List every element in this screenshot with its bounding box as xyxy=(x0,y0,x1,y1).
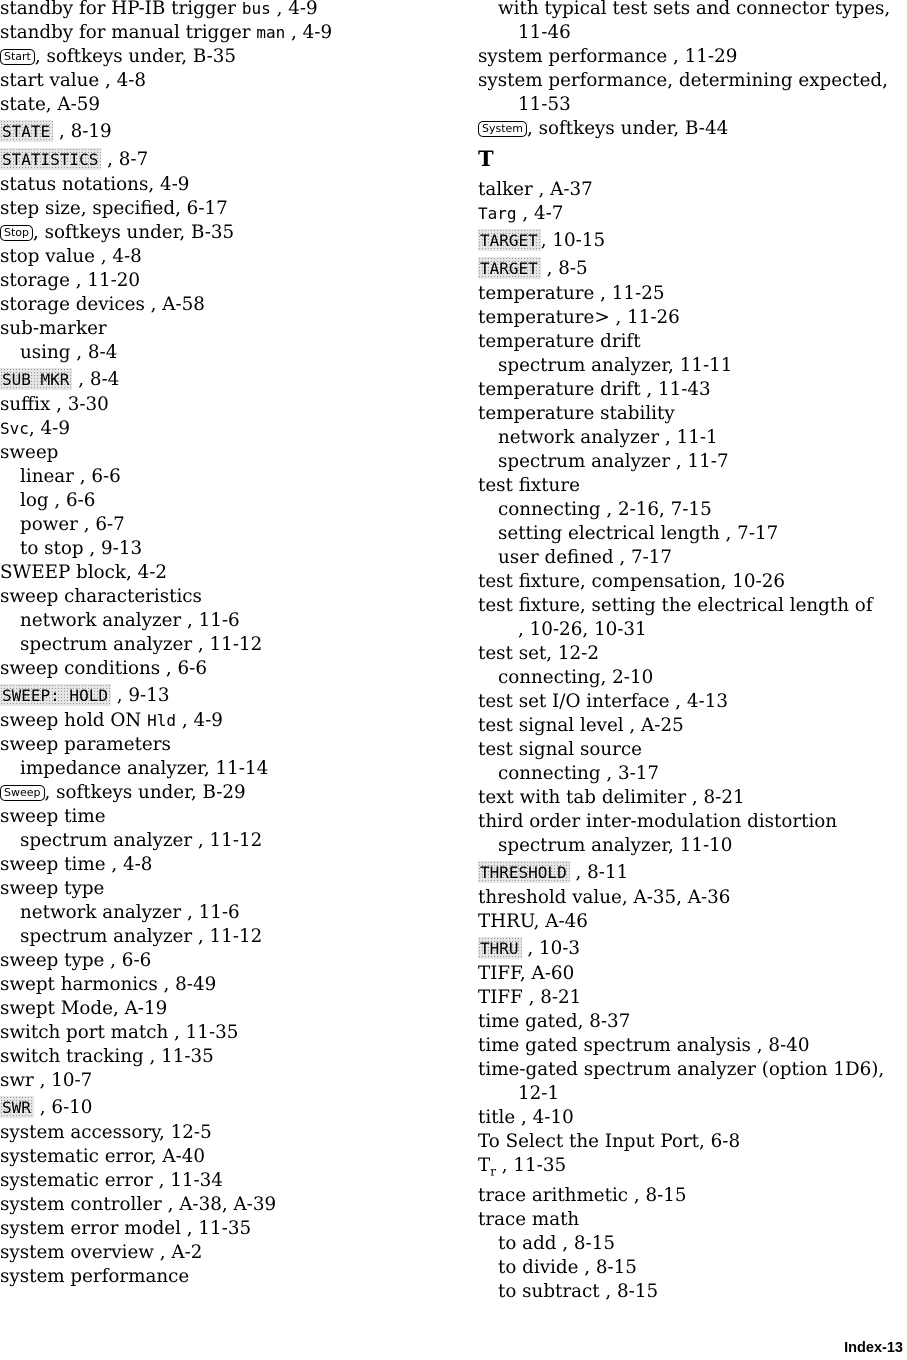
entry-text: sweep characteristics xyxy=(0,586,202,607)
entry-text: linear , 6-6 xyxy=(20,466,121,487)
index-entry xyxy=(478,1154,903,1184)
index-entry xyxy=(478,1082,903,1106)
index-entry xyxy=(0,21,460,45)
entry-text: switch port match , 11-35 xyxy=(0,1022,239,1043)
entry-text: , 6-10 xyxy=(33,1097,93,1118)
entry-text: system performance xyxy=(0,1266,190,1287)
index-entry xyxy=(478,1208,903,1232)
index-entry xyxy=(0,997,460,1021)
entry-text: , 8-7 xyxy=(101,149,149,170)
entry-text: user defined , 7-17 xyxy=(498,547,673,568)
entry-text: system overview , A-2 xyxy=(0,1242,203,1263)
entry-text: To Select the Input Port, 6-8 xyxy=(478,1131,741,1152)
index-entry xyxy=(0,145,460,173)
hardkey-label: System xyxy=(478,121,527,137)
softkey-label: TARGET xyxy=(478,257,541,279)
index-entry xyxy=(0,561,460,585)
index-entry xyxy=(478,642,903,666)
index-entry xyxy=(0,949,460,973)
index-entry xyxy=(478,306,903,330)
entry-text: connecting, 2-10 xyxy=(498,667,654,688)
entry-text: power , 6-7 xyxy=(20,514,125,535)
index-entry xyxy=(478,45,903,69)
index-entry xyxy=(0,489,460,513)
entry-text: sub-marker xyxy=(0,318,107,339)
entry-text: sweep hold ON xyxy=(0,710,148,731)
entry-text: temperature drift xyxy=(478,331,641,352)
index-entry xyxy=(0,465,460,489)
index-entry xyxy=(0,1093,460,1121)
entry-text: swept harmonics , 8-49 xyxy=(0,974,217,995)
index-entry xyxy=(478,202,903,226)
screen-text: Targ xyxy=(478,204,517,223)
index-entry xyxy=(478,178,903,202)
entry-text: standby for HP-IB trigger xyxy=(0,0,242,19)
index-entry xyxy=(0,805,460,829)
index-entry xyxy=(0,681,460,709)
entry-text: time gated spectrum analysis , 8-40 xyxy=(478,1035,810,1056)
index-entry xyxy=(478,986,903,1010)
entry-text: , 4-7 xyxy=(516,203,564,224)
index-entry xyxy=(478,618,903,642)
index-entry xyxy=(0,973,460,997)
index-entry xyxy=(0,1045,460,1069)
index-entry xyxy=(478,354,903,378)
index-entry xyxy=(478,934,903,962)
entry-text: threshold value, A-35, A-36 xyxy=(478,887,731,908)
screen-text: bus xyxy=(241,0,271,18)
index-entry xyxy=(478,594,903,618)
entry-text: , 8-11 xyxy=(569,862,629,883)
index-entry xyxy=(0,1021,460,1045)
softkey-label: TARGET xyxy=(478,229,541,251)
index-entry xyxy=(478,378,903,402)
entry-text: , 8-4 xyxy=(72,369,120,390)
index-entry xyxy=(478,69,903,93)
index-entry xyxy=(0,393,460,417)
entry-text: sweep conditions , 6-6 xyxy=(0,658,207,679)
entry-text: text with tab delimiter , 8-21 xyxy=(478,787,745,808)
index-entry xyxy=(0,441,460,465)
entry-text: temperature> , 11-26 xyxy=(478,307,680,328)
index-entry xyxy=(478,738,903,762)
index-entry xyxy=(478,330,903,354)
index-entry xyxy=(478,546,903,570)
index-entry xyxy=(478,810,903,834)
index-entry xyxy=(478,426,903,450)
index-entry xyxy=(478,666,903,690)
index-entry xyxy=(478,1280,903,1304)
entry-text: , 8-19 xyxy=(53,121,112,142)
entry-text: , softkeys under, B-35 xyxy=(33,222,235,243)
entry-text: , 9-13 xyxy=(110,685,170,706)
entry-text: 11-53 xyxy=(518,94,571,115)
index-entry xyxy=(478,402,903,426)
entry-text: to stop , 9-13 xyxy=(20,538,143,559)
index-entry xyxy=(478,1106,903,1130)
entry-text: system error model , 11-35 xyxy=(0,1218,252,1239)
entry-text: swept Mode, A-19 xyxy=(0,998,168,1019)
entry-text: sweep parameters xyxy=(0,734,171,755)
entry-text: setting electrical length , 7-17 xyxy=(498,523,779,544)
index-entry xyxy=(478,498,903,522)
index-entry xyxy=(0,733,460,757)
hardkey-label: Sweep xyxy=(0,785,45,801)
index-entry xyxy=(0,1145,460,1169)
index-entry xyxy=(0,293,460,317)
index-entry xyxy=(478,910,903,934)
screen-text: Svc xyxy=(0,419,29,438)
index-entry xyxy=(478,1184,903,1208)
softkey-label: STATE xyxy=(0,120,53,142)
index-entry xyxy=(478,93,903,117)
entry-text: to divide , 8-15 xyxy=(498,1256,637,1278)
entry-text: , 4-9 xyxy=(270,0,318,19)
index-entry xyxy=(478,1058,903,1082)
index-entry xyxy=(0,221,460,245)
index-entry xyxy=(0,317,460,341)
index-entry xyxy=(0,877,460,901)
entry-text: temperature drift , 11-43 xyxy=(478,379,711,400)
entry-text: switch tracking , 11-35 xyxy=(0,1046,214,1067)
index-entry xyxy=(0,0,460,21)
entry-text: test set, 12-2 xyxy=(478,643,599,664)
hardkey-label: Start xyxy=(0,49,35,65)
entry-text: system performance , 11-29 xyxy=(478,46,738,67)
index-entry xyxy=(478,762,903,786)
entry-text: , 10-3 xyxy=(521,938,581,959)
entry-text: spectrum analyzer , 11-12 xyxy=(20,830,263,851)
entry-text: , 8-5 xyxy=(540,258,588,279)
entry-text: TIFF, A-60 xyxy=(478,963,575,984)
entry-text: test signal source xyxy=(478,739,642,760)
index-entry xyxy=(478,1034,903,1058)
entry-text: TIFF , 8-21 xyxy=(478,987,582,1008)
entry-text: sweep time xyxy=(0,806,106,827)
entry-text: 12-1 xyxy=(518,1083,560,1104)
entry-text: start value , 4-8 xyxy=(0,70,147,91)
index-entry xyxy=(0,513,460,537)
entry-text: test fixture, compensation, 10-26 xyxy=(478,571,785,592)
entry-text: , 10-15 xyxy=(540,230,606,251)
index-entry xyxy=(0,341,460,365)
subscript-text: r xyxy=(490,1164,496,1179)
index-entry xyxy=(478,714,903,738)
index-entry xyxy=(0,757,460,781)
softkey-label: SWR xyxy=(0,1096,34,1118)
entry-text: to add , 8-15 xyxy=(498,1232,615,1254)
entry-text: 11-46 xyxy=(518,22,571,43)
index-entry xyxy=(0,269,460,293)
entry-text: system performance, determining expected, xyxy=(478,70,888,91)
softkey-label: SWEEP: HOLD xyxy=(0,684,111,706)
index-entry xyxy=(478,522,903,546)
softkey-label: THRESHOLD xyxy=(478,861,570,883)
index-entry xyxy=(478,1010,903,1034)
entry-text: storage devices , A-58 xyxy=(0,294,205,315)
index-entry xyxy=(0,93,460,117)
entry-text: , 4-9 xyxy=(28,418,70,439)
entry-text: swr , 10-7 xyxy=(0,1070,93,1091)
entry-text: network analyzer , 11-1 xyxy=(498,427,718,448)
index-entry xyxy=(0,537,460,561)
entry-text: T xyxy=(478,1155,491,1176)
page-number: Index-13 xyxy=(844,1340,903,1356)
index-entry xyxy=(478,690,903,714)
entry-text: time-gated spectrum analyzer (option 1D6), xyxy=(478,1059,885,1080)
index-entry xyxy=(478,254,903,282)
index-column-right xyxy=(478,0,903,1304)
entry-text: system controller , A-38, A-39 xyxy=(0,1194,277,1215)
index-entry xyxy=(0,45,460,69)
index-entry xyxy=(478,21,903,45)
entry-text: , 4-9 xyxy=(285,22,333,43)
entry-text: sweep type , 6-6 xyxy=(0,950,152,971)
entry-text: title , 4-10 xyxy=(478,1107,574,1128)
index-entry xyxy=(0,245,460,269)
entry-text: sweep time , 4-8 xyxy=(0,854,153,875)
index-entry xyxy=(478,1256,903,1280)
entry-text: SWEEP block, 4-2 xyxy=(0,562,168,583)
index-entry xyxy=(0,69,460,93)
entry-text: third order inter-modulation distortion xyxy=(478,811,838,832)
index-column-left xyxy=(0,0,460,1289)
entry-text: spectrum analyzer, 11-10 xyxy=(498,835,733,856)
entry-text: using , 8-4 xyxy=(20,342,118,363)
hardkey-label: Stop xyxy=(0,225,33,241)
index-entry xyxy=(478,450,903,474)
index-entry xyxy=(478,474,903,498)
index-entry xyxy=(478,1130,903,1154)
index-entry xyxy=(0,197,460,221)
softkey-label: SUB MKR xyxy=(0,368,72,390)
entry-text: trace math xyxy=(478,1208,580,1230)
index-entry xyxy=(0,781,460,805)
index-entry xyxy=(0,417,460,441)
entry-text: time gated, 8-37 xyxy=(478,1011,631,1032)
index-entry xyxy=(0,657,460,681)
entry-text: systematic error , 11-34 xyxy=(0,1170,223,1191)
index-entry xyxy=(0,901,460,925)
index-entry xyxy=(0,829,460,853)
index-entry xyxy=(0,633,460,657)
index-entry xyxy=(0,117,460,145)
index-entry xyxy=(0,609,460,633)
entry-text: suffix , 3-30 xyxy=(0,394,109,415)
entry-text: sweep xyxy=(0,442,59,463)
entry-text: test signal level , A-25 xyxy=(478,715,684,736)
entry-text: standby for manual trigger xyxy=(0,22,257,43)
entry-text: status notations, 4-9 xyxy=(0,174,190,195)
index-entry xyxy=(0,585,460,609)
index-entry xyxy=(0,1069,460,1093)
entry-text: systematic error, A-40 xyxy=(0,1146,206,1167)
entry-text: spectrum analyzer, 11-11 xyxy=(498,355,733,376)
entry-text: network analyzer , 11-6 xyxy=(20,610,240,631)
index-entry xyxy=(478,886,903,910)
index-entry xyxy=(0,853,460,877)
index-section-heading xyxy=(478,141,903,178)
entry-text: with typical test sets and connector types, xyxy=(498,0,891,19)
index-entry xyxy=(0,709,460,733)
index-entry xyxy=(478,786,903,810)
index-entry xyxy=(0,1217,460,1241)
entry-text: impedance analyzer, 11-14 xyxy=(20,758,269,779)
entry-text: to subtract , 8-15 xyxy=(498,1280,659,1302)
entry-text: trace arithmetic , 8-15 xyxy=(478,1184,687,1206)
entry-text: spectrum analyzer , 11-12 xyxy=(20,926,263,947)
entry-text: temperature , 11-25 xyxy=(478,283,665,304)
entry-text: , 11-35 xyxy=(495,1155,567,1176)
entry-text: spectrum analyzer , 11-7 xyxy=(498,451,729,472)
index-entry xyxy=(0,1169,460,1193)
entry-text: log , 6-6 xyxy=(20,490,96,511)
entry-text: network analyzer , 11-6 xyxy=(20,902,240,923)
screen-text: Hld xyxy=(147,711,177,730)
index-entry xyxy=(478,117,903,141)
entry-text: stop value , 4-8 xyxy=(0,246,142,267)
index-entry xyxy=(0,173,460,197)
entry-text: , 10-26, 10-31 xyxy=(518,619,647,640)
index-entry xyxy=(478,570,903,594)
entry-text: state, A-59 xyxy=(0,94,101,115)
entry-text: talker , A-37 xyxy=(478,179,593,200)
index-entry xyxy=(478,0,903,21)
softkey-label: STATISTICS xyxy=(0,148,101,170)
entry-text: system accessory, 12-5 xyxy=(0,1122,212,1143)
entry-text: test fixture xyxy=(478,475,580,496)
entry-text: storage , 11-20 xyxy=(0,270,141,291)
entry-text: temperature stability xyxy=(478,403,675,424)
entry-text: sweep type xyxy=(0,878,105,899)
entry-text: , softkeys under, B-29 xyxy=(44,782,246,803)
entry-text: , softkeys under, B-35 xyxy=(34,46,237,67)
entry-text: connecting , 3-17 xyxy=(498,763,660,784)
index-entry xyxy=(478,1232,903,1256)
entry-text: step size, specified, 6-17 xyxy=(0,198,228,219)
heading-text: T xyxy=(478,146,494,171)
softkey-label: THRU xyxy=(478,937,522,959)
index-entry xyxy=(0,365,460,393)
entry-text: THRU, A-46 xyxy=(478,911,588,932)
index-entry xyxy=(478,858,903,886)
entry-text: test set I/O interface , 4-13 xyxy=(478,691,728,712)
index-entry xyxy=(478,226,903,254)
index-entry xyxy=(478,834,903,858)
screen-text: man xyxy=(256,23,286,42)
index-entry xyxy=(478,962,903,986)
index-entry xyxy=(0,1241,460,1265)
index-entry xyxy=(0,1265,460,1289)
entry-text: spectrum analyzer , 11-12 xyxy=(20,634,263,655)
index-entry xyxy=(478,282,903,306)
entry-text: connecting , 2-16, 7-15 xyxy=(498,499,712,520)
index-entry xyxy=(0,1121,460,1145)
index-entry xyxy=(0,1193,460,1217)
index-entry xyxy=(0,925,460,949)
entry-text: test fixture, setting the electrical length of xyxy=(478,595,873,616)
entry-text: , 4-9 xyxy=(176,710,223,731)
entry-text: , softkeys under, B-44 xyxy=(527,118,729,139)
